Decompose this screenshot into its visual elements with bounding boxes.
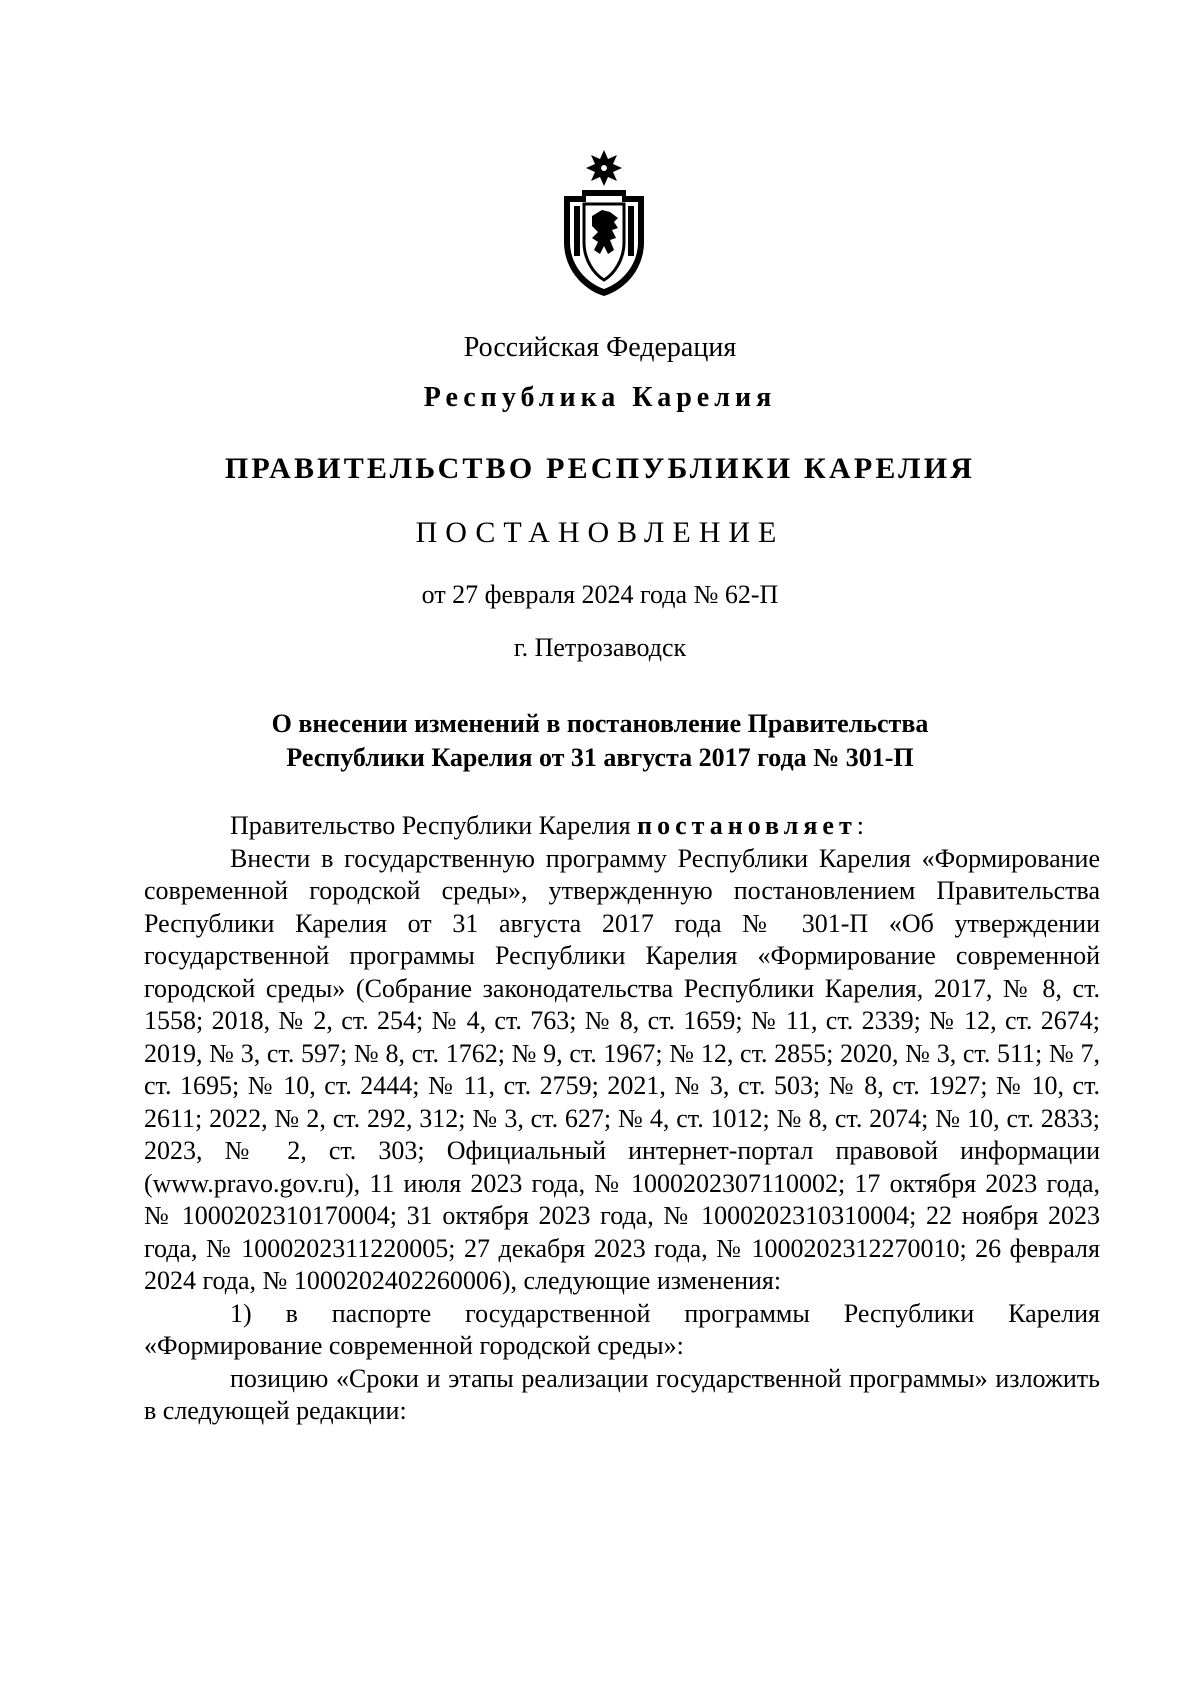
- republic-name: Республика Карелия: [423, 382, 777, 413]
- subject-line-2: Республики Карелия от 31 августа 2017 года № 301-П: [286, 743, 914, 772]
- karelia-coat-of-arms-icon: [558, 150, 650, 298]
- preamble-verb: постановляет: [637, 811, 857, 840]
- document-city: г. Петрозаводск: [513, 633, 687, 662]
- country-name: Российская Федерация: [463, 332, 737, 363]
- document-subject: [0, 707, 1200, 775]
- preamble: [144, 810, 1100, 843]
- preamble-suffix: :: [856, 811, 864, 840]
- government-name: ПРАВИТЕЛЬСТВО РЕСПУБЛИКИ КАРЕЛИЯ: [224, 452, 976, 485]
- item-1-detail: позицию «Сроки и этапы реализации государственной программы» изложить в следующей редакции:: [144, 1363, 1100, 1425]
- subject-line-1: О внесении изменений в постановление Правительства: [271, 709, 929, 738]
- document-body: [144, 810, 1100, 1428]
- preamble-prefix: Правительство Республики Карелия: [230, 811, 638, 840]
- item-1: 1) в паспорте государственной программы Республики Карелия «Формирование современной городской среды»:: [144, 1298, 1100, 1360]
- document-date-number: от 27 февраля 2024 года № 62-П: [421, 580, 779, 609]
- main-paragraph: Внести в государственную программу Республики Карелия «Формирование современной городской среды», утвержденную постановлением Правительства Республики Карелия от 31 августа 2017 года № 301-П «Об утверждении государственной программы Республики Карелия «Формирование современной городской среды» (Собрание законодательства Республики Карелия, 2017, № 8, ст. 1558; 2018, № 2, ст. 254; № 4, ст. 763; № 8, ст. 1659; № 11, ст. 2339; № 12, ст. 2674; 2019, № 3, ст. 597; № 8, ст. 1762; № 9, ст. 1967; № 12, ст. 2855; 2020, № 3, ст. 511; № 7, ст. 1695; № 10, ст. 2444; № 11, ст. 2759; 2021, № 3, ст. 503; № 8, ст. 1927; № 10, ст. 2611; 2022, № 2, ст. 292, 312; № 3, ст. 627; № 4, ст. 1012; № 8, ст. 2074; № 10, ст. 2833; 2023, № 2, ст. 303; Официальный интернет-портал правовой информации (www.pravo.gov.ru), 11 июля 2023 года, № 1000202307110002; 17 октября 2023 года, № 1000202310170004; 31 октября 2023 года, № 1000202310310004; 22 ноября 2023 года, № 1000202311220005; 27 декабря 2023 года, № 1000202312270010; 26 февраля 2024 года, № 1000202402260006), следующие изменения:: [144, 843, 1100, 1295]
- document-type: ПОСТАНОВЛЕНИЕ: [415, 516, 785, 549]
